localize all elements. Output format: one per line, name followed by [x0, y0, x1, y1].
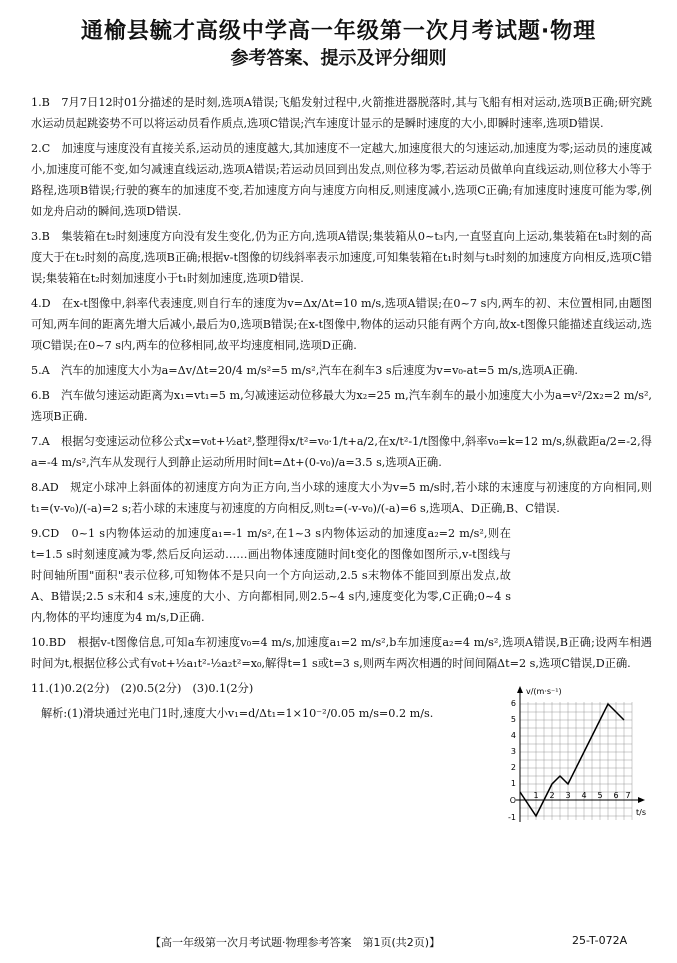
footer-code: 25-T-072A	[572, 934, 628, 947]
page-subtitle: 参考答案、提示及评分细则	[230, 48, 447, 69]
answer-11: 11.(1)0.2(2分) (2)0.5(2分) (3)0.1(2分)	[31, 682, 254, 695]
xtick-1: 1	[533, 791, 539, 800]
answer-4: 4.D 在x-t图像中,斜率代表速度,则自行车的速度为v=Δx/Δt=10 m/s,选项A错误;在0~7 s内,两车的初、末位置相同,由题图可知,两车间的距离先增大后减小,最后为0,选项B错误;在x-t图像中,物体的运动只能有两个方向,故x-t图像只能描述直线运动,选项C错误;在0~7 s内,两车的位移相同,故平均速度相同,选项D正确.	[31, 297, 652, 352]
xtick-6: 6	[613, 791, 619, 800]
ytick-5: 5	[510, 715, 516, 724]
vt-graph	[500, 682, 660, 832]
footer-text: 【高一年级第一次月考试题·物理参考答案 第1页(共2页)】	[150, 936, 441, 949]
ytick-6: 6	[510, 699, 516, 708]
answer-9: 9.CD 0~1 s内物体运动的加速度a₁=-1 m/s²,在1~3 s内物体运动的加速度a₂=2 m/s²,则在t=1.5 s时刻速度减为零,然后反向运动……画出物体速度随时间t变化的图像如图所示,v-t图线与时间轴所围"面积"表示位移,可知物体不是只向一个方向运动,2.5 s末物体不能回到原出发点,故A、B错误;2.5 s末和4 s末,速度的大小、方向都相同,则2.5~4 s内,速度变化为零,C正确;0~4 s内,物体的平均速度为4 m/s,D正确.	[31, 527, 511, 624]
ytick-3: 3	[510, 747, 516, 756]
answer-6: 6.B 汽车做匀速运动距离为x₁=vt₁=5 m,匀减速运动位移最大为x₂=25 m,汽车刹车的最小加速度大小为a=v²/2x₂=2 m/s²,选项B正确.	[31, 389, 652, 423]
answer-8: 8.AD 规定小球冲上斜面体的初速度方向为正方向,当小球的速度大小为v=5 m/s时,若小球的末速度与初速度的方向相同,则t₁=(v-v₀)/(-a)=2 s;若小球的末速度与初速度的方向相反,则t₂=(-v-v₀)/(-a)=6 s,选项A、D正确,B、C错误.	[31, 481, 652, 515]
answer-2: 2.C 加速度与速度没有直接关系,运动员的速度越大,其加速度不一定越大,加速度很大的匀速运动,加速度为零;运动员的速度减小,加速度可能不变,如匀减速直线运动,选项A错误;若运动员回到出发点,则位移为零,若运动员做单向直线运动,则位移大小等于路程,选项B错误;行驶的赛车的加速度不变,若加速度方向与速度方向相反,则速度减小,选项C正确;有加速度时速度可能为零,例如龙舟启动的瞬间,选项D错误.	[31, 142, 652, 218]
ytick-origin: O	[509, 796, 516, 805]
graph-xlabel: t/s	[636, 808, 646, 817]
answer-7: 7.A 根据匀变速运动位移公式x=v₀t+½at²,整理得x/t²=v₀·1/t+a/2,在x/t²-1/t图像中,斜率v₀=k=12 m/s,纵截距a/2=-2,得a=-4 m/s²,汽车从发现行人到静止运动所用时间t=Δt+(0-v₀)/a=3.5 s,选项A正确.	[31, 435, 652, 469]
ytick-4: 4	[510, 731, 516, 740]
answer-10: 10.BD 根据v-t图像信息,可知a车初速度v₀=4 m/s,加速度a₁=2 m/s²,b车加速度a₂=4 m/s²,选项A错误,B正确;设两车相遇时间为t,根据位移公式有v₀t+½a₁t²-½a₂t²=x₀,解得t=1 s或t=3 s,则两车两次相遇的时间间隔Δt=2 s,选项C错误,D正确.	[31, 636, 652, 670]
answer-1: 1.B 7月7日12时01分描述的是时刻,选项A错误;飞船发射过程中,火箭推进器脱落时,其与飞船有相对运动,选项B正确;研究跳水运动员起跳姿势不可以将运动员看作质点,选项C错误;汽车速度计显示的是瞬时速度的大小,即瞬时速率,选项D错误.	[31, 96, 652, 130]
xtick-3: 3	[565, 791, 571, 800]
ytick-2: 2	[510, 763, 516, 772]
xtick-7: 7	[625, 791, 631, 800]
page-title: 通榆县毓才高级中学高一年级第一次月考试题·物理	[80, 19, 597, 44]
graph-x-arrow	[638, 797, 645, 803]
xtick-5: 5	[597, 791, 603, 800]
ytick-1: 1	[510, 779, 516, 788]
answer-5: 5.A 汽车的加速度大小为a=Δv/Δt=20/4 m/s²=5 m/s²,汽车在刹车3 s后速度为v=v₀-at=5 m/s,选项A正确.	[31, 364, 578, 377]
xtick-4: 4	[581, 791, 587, 800]
answer-list	[31, 92, 652, 728]
answer-3: 3.B 集装箱在t₂时刻速度方向没有发生变化,仍为正方向,选项A错误;集装箱从0~t₃内,一直竖直向上运动,集装箱在t₃时刻的高度大于在t₂时刻的高度,选项B正确;根据v-t图像的切线斜率表示加速度,可知集装箱在t₁时刻与t₃时刻的加速度方向相反,选项C错误;集装箱在t₂时刻加速度小于t₁时刻加速度,选项D错误.	[31, 230, 652, 285]
graph-ylabel: v/(m·s⁻¹)	[526, 687, 562, 696]
graph-grid	[520, 702, 632, 820]
answer-11-analysis: 解析:(1)滑块通过光电门1时,速度大小v₁=d/Δt₁=1×10⁻²/0.05 m/s=0.2 m/s.	[41, 707, 434, 720]
xtick-2: 2	[549, 791, 555, 800]
graph-yticks	[508, 699, 516, 822]
graph-y-arrow	[517, 686, 523, 693]
ytick-neg1: -1	[508, 813, 516, 822]
